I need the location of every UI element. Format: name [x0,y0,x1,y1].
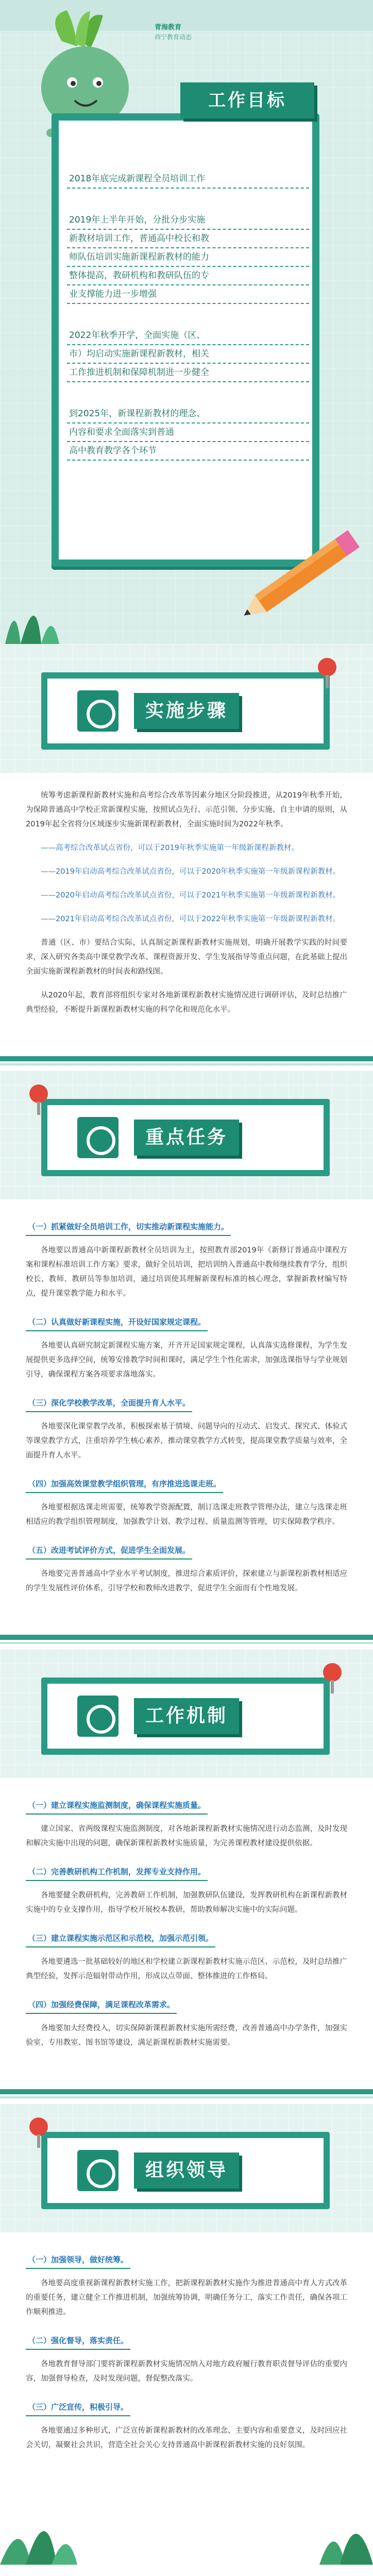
goal-item-2019 [67,211,309,304]
mechanism-subhead: （三）建立课程实施示范区和示范校，加强示范引领。 [26,1931,215,1947]
steps-paragraph: 统筹考虑新课程新教材实施和高考综合改革等因素分地区分阶段推进，从2019年秋季开始，为保障普通高中学校正常新课程实施，按照试点先行、示范引领、分步实施、自主申请的原则，从2019年起全省将分区域逐步实施新课程新教材，全面实施时间为2022年秋季。 [26,791,347,828]
grass-decoration-icon [0,567,103,644]
bottom-decoration [0,2482,373,2565]
tasks-content [0,1199,373,1625]
pushpin-icon [314,1659,350,1696]
steps-content [0,773,373,1047]
pushpin-icon [21,2114,57,2150]
leadership-title: 组织领导 [134,2153,239,2189]
tasks-paragraph: 各地要以普通高中新课程新教材全员培训为主，按照教育部2019年《新修订普通高中课程方案和课程标准培训工作方案》要求，做好全员培训，把培训纳入普通高中教师继续教育学分，组织校长、教师、教研员等参加培训，通过培训使其理解新课程标准的核心理念，掌握新教材编写特点，提升课堂教学能力和水平。 [26,1246,347,1298]
goal-line: 高中教育教学各个环节 [67,442,309,461]
section-divider [0,1625,373,1649]
goal-item-2018 [67,170,309,189]
mechanism-paragraph: 各地要健全教研机构，完善教研工作机制，加强教研队伍建设，发挥教研机构在新课程新教材实施中的专业支撑作用，指导学校开展校本教研，帮助教师解决实施中的实际问题。 [26,1891,347,1914]
target-icon [77,690,118,732]
steps-section [0,644,373,1047]
pencil-icon [222,510,373,644]
steps-timeline-item: ——高考综合改革试点省份，可以于2019年秋季实施第一年级新课程新教材。 [41,844,299,852]
leadership-section [0,2104,373,2482]
tasks-subhead: （二）认真做好新课程实施，开设好国家规定课程。 [26,1315,208,1331]
leadership-content [0,2232,373,2482]
tasks-paragraph: 各地要根据选课走班需要，统筹教学资源配置，制订选课走班教学管理办法，建立与选课走班相适应的教学组织管理制度，加强教学计划、教学过程、质量监测等管理，切实保障教学秩序。 [26,1503,347,1526]
goal-line: 2022年秋季开学，全面实施（区、 [67,327,309,345]
steps-timeline-item: ——2019年启动高考综合改革试点省份，可以于2020年秋季实施第一年级新课程新教材。 [41,868,341,876]
goal-line: 内容和要求全面落实到普通 [67,423,309,442]
tasks-section [0,1071,373,1625]
tasks-subhead: （四）加强高效课堂教学组织管理，有序推进选课走班。 [26,1477,223,1493]
tasks-subhead: （五）改进考试评价方式，促进学生全面发展。 [26,1544,192,1560]
tasks-title: 重点任务 [134,1120,239,1156]
steps-banner [0,644,373,773]
leadership-subhead: （二）强化督导，落实责任。 [26,2334,130,2350]
list-icon [77,1117,118,1158]
mechanism-content [0,1778,373,2080]
goal-item-2025 [67,405,309,461]
tasks-paragraph: 各地要完善普通高中学业水平考试制度，推进综合素质评价，探索建立与新课程新教材相适应的学生发展性评价体系，引导学校和教师改进教学，促进学生全面而有个性地发展。 [26,1570,347,1592]
goal-line: 新教材培训工作，普通高中校长和教 [67,230,309,248]
goal-line: 业支撑能力进一步增强 [67,285,309,304]
goal-line: 到2025年，新课程新教材的理念、 [67,405,309,423]
section-divider [0,2080,373,2104]
brand-line-2: 西宁教育动态 [155,33,192,41]
brand-tag [155,23,192,42]
leadership-subhead: （一）加强领导，做好统筹。 [26,2253,130,2269]
tasks-banner [0,1071,373,1199]
mechanism-subhead: （四）加强经费保障，满足课程改革需求。 [26,1998,177,2014]
goal-line: 2018年底完成新课程全员培训工作 [67,170,309,189]
mechanism-section [0,1649,373,2080]
gear-icon [77,1696,118,1737]
goal-list [67,170,309,483]
flag-icon [77,2150,118,2191]
mechanism-subhead: （一）建立课程实施监测制度，确保课程实施质量。 [26,1799,208,1815]
section-divider [0,1047,373,1071]
tasks-subhead: （一）抓紧做好全员培训工作，切实推动新课程实施能力。 [26,1220,231,1236]
mechanism-title: 工作机制 [134,1698,239,1734]
steps-timeline-item: ——2020年启动高考综合改革试点省份，可以于2021年秋季实施第一年级新课程新教材。 [41,891,341,900]
goal-line: 市）均启动实施新课程新教材，相关 [67,345,309,364]
goal-line: 工作推进机制和保障机制进一步健全 [67,364,309,382]
mechanism-banner [0,1649,373,1778]
leadership-paragraph: 各地要高度重视新课程新教材实施工作，把新课程新教材实施作为推进普通高中育人方式改革的重要任务，建立健全工作推进机制，加强统筹协调，明确任务分工，落实工作责任，确保各项工作顺利推进。 [26,2279,347,2316]
goals-hero [0,0,373,644]
mechanism-paragraph: 各地要遴选一批基础较好的地区和学校建立新课程新教材实施示范区、示范校，及时总结推广典型经验，发挥示范辐射带动作用，形成以点带面、整体推进的工作格局。 [26,1958,347,1980]
steps-paragraph: 从2020年起，教育部将组织专家对各地新课程新教材实施情况进行调研评估，及时总结推广典型经验，不断提升新课程新教材实施的科学化和规范化水平。 [26,991,347,1014]
mechanism-paragraph: 建立国家、省两级课程实施监测制度，对各地新课程新教材实施情况进行动态监测，及时发现和解决实施中出现的问题，确保新课程新教材实施质量，为完善课程教材建设提供依据。 [26,1825,347,1848]
pushpin-icon [309,654,345,690]
mechanism-subhead: （二）完善教研机构工作机制，发挥专业支持作用。 [26,1865,208,1881]
steps-timeline-item: ——2021年启动高考综合改革试点省份，可以于2022年秋季实施第一年级新课程新教材。 [41,915,341,923]
leadership-banner [0,2104,373,2232]
tasks-paragraph: 各地要认真研究制定新课程实施方案，开齐开足国家规定课程，认真落实选修课程，为学生发展提供更多选择空间，统筹安排教学时间和课时，满足学生个性化需求，加强选课指导与学业规划引导，确保课程方案各项要求落地落实。 [26,1342,347,1379]
leadership-subhead: （三）广泛宣传，积极引导。 [26,2400,130,2416]
grass-decoration-icon [0,2482,373,2565]
steps-paragraph: 普通（区、市）要结合实际，认真制定新课程新教材实施规划，明确开展教学实践的时间要求，深入研究各类高中课堂教学改革、课程资源开发、学生发展指导等重点问题，在此基础上提出全面实施新课程新教材的时间表和路线图。 [26,939,347,976]
goals-title: 工作目标 [180,82,314,118]
leadership-paragraph: 各地要通过多种形式，广泛宣传新课程新教材的改革理念、主要内容和重要意义，及时回应社会关切，凝聚社会共识，营造全社会关心支持普通高中新课程新教材实施的良好氛围。 [26,2427,347,2449]
tasks-paragraph: 各地要深化课堂教学改革，积极探索基于情境、问题导向的互动式、启发式、探究式、体验式等课堂教学方式，注重培养学生核心素养，推动课堂教学方式转变，提高课堂教学质量与效率，全面提升育人水平。 [26,1422,347,1460]
steps-title: 实施步骤 [134,693,239,729]
goal-line: 师队伍培训实施新课程新教材的能力 [67,248,309,267]
goal-line: 2019年上半年开始，分批分步实施 [67,211,309,230]
pushpin-icon [21,1081,57,1117]
goal-line: 整体提高，教研机构和教研队伍的专 [67,267,309,285]
leadership-paragraph: 各地教育督导部门要将新课程新教材实施情况纳入对地方政府履行教育职责督导评估的重要内容，加强督导检查，及时发现问题，督促整改落实。 [26,2360,347,2383]
mechanism-paragraph: 各地要加大经费投入，切实保障新课程新教材实施所需经费，改善普通高中办学条件，加强实验室、专用教室、图书馆等建设，满足新课程新教材实施需要。 [26,2024,347,2047]
goal-item-2022 [67,327,309,382]
brand-line-1: 青海教育 [155,24,182,31]
tasks-subhead: （三）深化学校教学改革，全面提升育人水平。 [26,1396,192,1412]
